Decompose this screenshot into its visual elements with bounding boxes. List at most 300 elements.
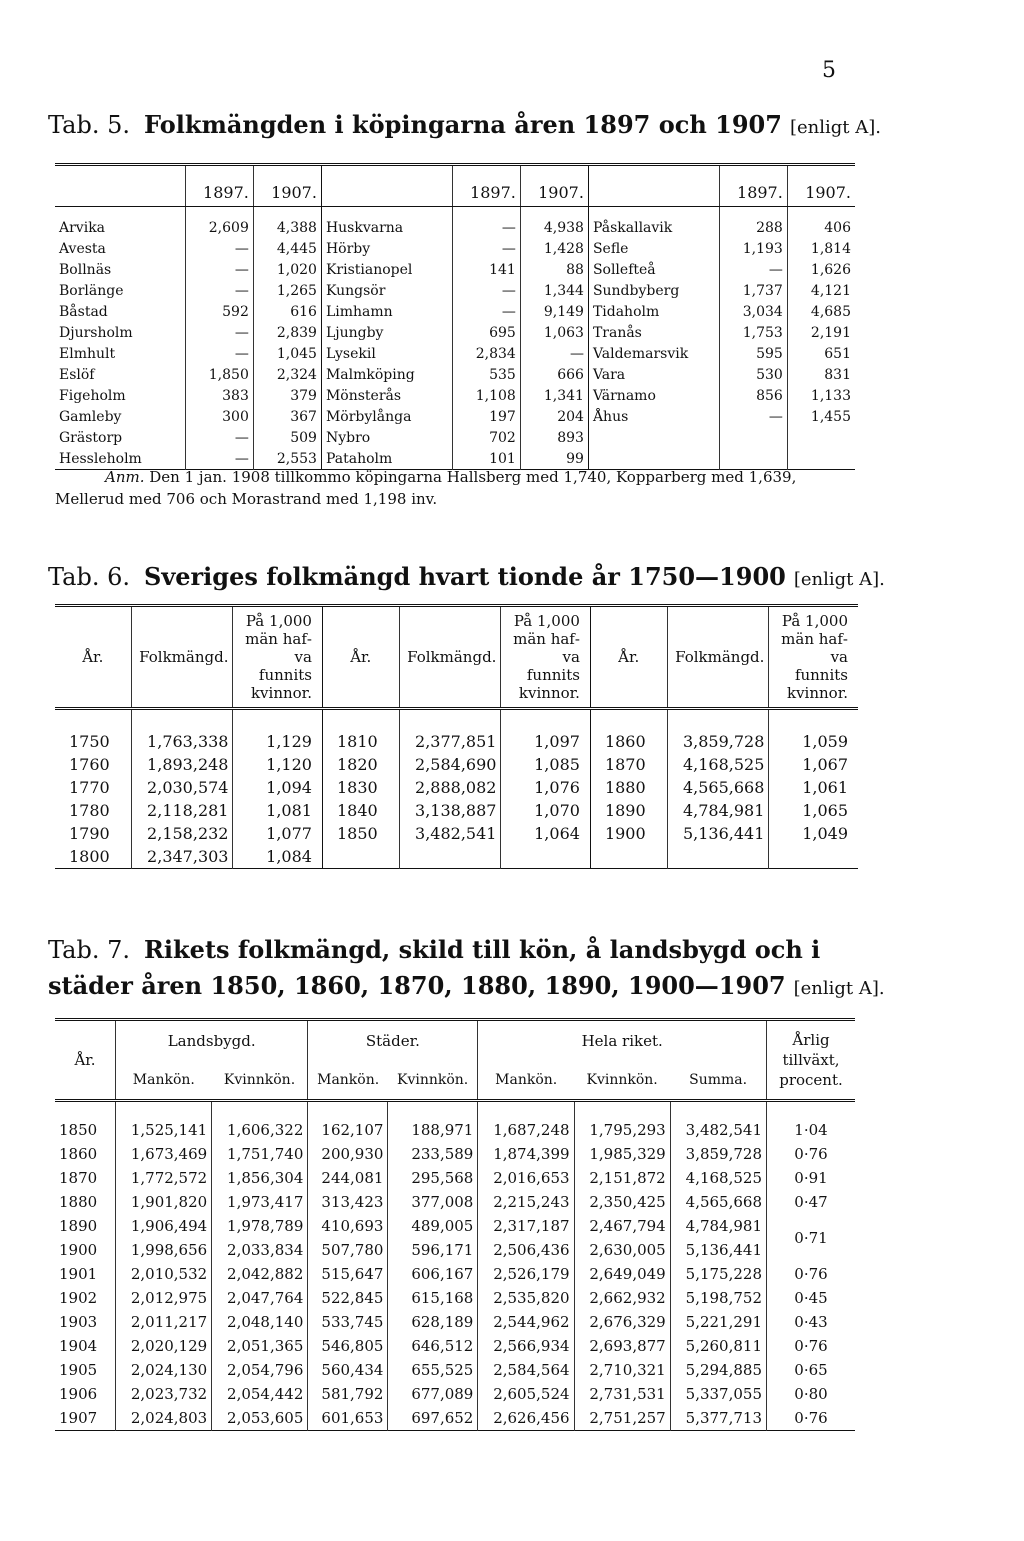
tab6-women-per-1000-men: 1,064 [501,822,590,845]
tab7-hela-summa: 3,859,728 [670,1142,766,1166]
tab5-row [55,280,855,301]
tab6-row [55,799,858,822]
tab5-title [48,110,881,139]
tab6-population: 2,584,690 [399,753,501,776]
tab6-population: 4,784,981 [667,799,769,822]
tab5-value-1897: 300 [185,406,253,427]
tab7-landsbygd-mankon: 1,998,656 [116,1238,212,1262]
tab5-place-name: Båstad [59,303,108,320]
tab5-place-name: Mönsterås [321,385,452,406]
tab7-landsbygd-kvinnkon: 1,978,789 [212,1214,308,1238]
tab7-annual-growth: 0·65 [767,1358,856,1382]
tab6-header-prop: På 1,000 män hafva funnits kvinnor. [769,606,858,709]
tab6-header-row [55,606,858,709]
tab6-population: 4,565,668 [667,776,769,799]
tab7-landsbygd-kvinnkon: 1,606,322 [212,1101,308,1143]
tab7-year: 1906 [59,1385,98,1403]
tab5-value-1897: — [452,238,520,259]
tab5-value-1897: — [185,343,253,364]
tab6-header-year: År. [322,606,399,709]
tab7-landsbygd-kvinnkon: 2,054,442 [212,1382,308,1406]
tab6-title [48,562,885,591]
tab6-row [55,753,858,776]
tab7-header-year: År. [55,1020,116,1101]
tab5-value-1907: 4,445 [253,238,321,259]
tab6-population [399,845,501,869]
tab7-landsbygd-mankon: 2,011,217 [116,1310,212,1334]
tab5-value-1897: 383 [185,385,253,406]
tab5-value-1907: 406 [787,207,855,239]
tab5-label: Tab. 5. [48,111,130,139]
tab7-header-row-1 [55,1020,855,1062]
tab5-place-name: Tidaholm [588,301,719,322]
tab6-population: 1,763,338 [131,709,233,754]
tab6-source: [enligt A]. [793,569,885,590]
tab7-stader-mankon: 581,792 [308,1382,388,1406]
tab7-hela-mankon: 2,535,820 [478,1286,574,1310]
tab7-table [55,1018,855,1431]
tab6-row [55,709,858,754]
tab6-year [590,845,667,869]
tab5-heading: Folkmängden i köpingarna åren 1897 och 1907 [143,110,782,139]
tab6-population: 4,168,525 [667,753,769,776]
tab5-place-name: Tranås [588,322,719,343]
tab6-row [55,776,858,799]
tab7-landsbygd-mankon: 1,901,820 [116,1190,212,1214]
tab7-row [55,1286,855,1310]
tab5-header-name [588,165,719,207]
tab6-heading: Sveriges folkmängd hvart tionde år 1750—1900 [143,562,786,591]
tab7-hela-summa: 4,784,981 [670,1214,766,1238]
tab5-value-1897: — [185,280,253,301]
tab7-row [55,1334,855,1358]
tab5-row [55,301,855,322]
tab6-year: 1900 [590,822,667,845]
tab6-population [667,845,769,869]
tab5-header-row [55,165,855,207]
tab5-value-1897: 856 [719,385,787,406]
tab7-hela-mankon: 2,506,436 [478,1238,574,1262]
tab6-population: 3,138,887 [399,799,501,822]
tab7-hela-kvinnkon: 2,693,877 [574,1334,670,1358]
tab7-stader-mankon: 560,434 [308,1358,388,1382]
tab5-value-1897: 592 [185,301,253,322]
tab7-year: 1907 [59,1409,98,1427]
tab6-women-per-1000-men: 1,065 [769,799,858,822]
tab7-row [55,1262,855,1286]
tab6-population: 2,377,851 [399,709,501,754]
tab7-stader-kvinnkon: 596,171 [388,1238,478,1262]
tab7-header-summa: Summa. [670,1061,766,1101]
tab7-stader-mankon: 244,081 [308,1166,388,1190]
tab7-header-growth: Årlig tillväxt, procent. [767,1020,856,1101]
tab5-place-name: Mörbylånga [321,406,452,427]
tab5-value-1897: 535 [452,364,520,385]
tab7-hela-mankon: 2,526,179 [478,1262,574,1286]
tab5-row [55,343,855,364]
tab7-stader-kvinnkon: 295,568 [388,1166,478,1190]
tab7-landsbygd-mankon: 2,024,130 [116,1358,212,1382]
tab5-value-1907: 9,149 [520,301,588,322]
tab7-hela-summa: 3,482,541 [670,1101,766,1143]
tab5-value-1907: 204 [520,406,588,427]
tab5-note-text: Den 1 jan. 1908 tillkommo köpingarna Hallsberg med 1,740, Kopparberg med 1,639, Mellerud med 706 och Morastrand med 1,198 inv. [55,468,797,508]
tab7-landsbygd-kvinnkon: 1,856,304 [212,1166,308,1190]
tab7-body [55,1101,855,1431]
tab7-hela-summa: 5,198,752 [670,1286,766,1310]
tab6-population: 2,888,082 [399,776,501,799]
tab5-value-1907: 1,265 [253,280,321,301]
tab5-place-name: Åhus [588,406,719,427]
tab7-header-kvinnkon: Kvinnkön. [212,1061,308,1101]
tab6-year: 1880 [590,776,667,799]
tab5-value-1897: — [719,406,787,427]
tab6-header-prop: På 1,000 män hafva funnits kvinnor. [501,606,590,709]
tab7-hela-kvinnkon: 2,662,932 [574,1286,670,1310]
tab7-hela-kvinnkon: 2,751,257 [574,1406,670,1431]
tab7-row [55,1382,855,1406]
tab5-place-name: Borlänge [59,282,124,299]
tab7-stader-mankon: 162,107 [308,1101,388,1143]
tab5-place-name: Nybro [321,427,452,448]
tab6-women-per-1000-men: 1,067 [769,753,858,776]
tab7-hela-summa: 4,565,668 [670,1190,766,1214]
tab7-year: 1905 [59,1361,98,1379]
tab7-stader-mankon: 533,745 [308,1310,388,1334]
tab7-annual-growth: 0·45 [767,1286,856,1310]
tab7-source: [enligt A]. [793,978,885,999]
tab7-year: 1900 [59,1241,98,1259]
tab6-women-per-1000-men: 1,061 [769,776,858,799]
tab5-value-1907: 1,814 [787,238,855,259]
tab7-stader-kvinnkon: 606,167 [388,1262,478,1286]
tab7-landsbygd-mankon: 1,525,141 [116,1101,212,1143]
tab6-population: 5,136,441 [667,822,769,845]
tab6-year: 1870 [590,753,667,776]
tab5-header-name [55,165,185,207]
tab6-header-year: År. [55,606,131,709]
tab7-year: 1904 [59,1337,98,1355]
tab7-stader-kvinnkon: 489,005 [388,1214,478,1238]
tab5-value-1897: 2,834 [452,343,520,364]
tab7-landsbygd-kvinnkon: 2,042,882 [212,1262,308,1286]
tab5-place-name: Påskallavik [588,207,719,239]
tab7-title [48,932,888,1007]
tab5-row [55,259,855,280]
tab6-header-pop: Folkmängd. [399,606,501,709]
tab5-value-1897 [719,427,787,448]
tab5-value-1897: — [185,427,253,448]
tab6-year: 1760 [69,755,110,774]
tab5-value-1897: — [452,207,520,239]
tab7-stader-kvinnkon: 697,652 [388,1406,478,1431]
tab7-hela-kvinnkon: 2,151,872 [574,1166,670,1190]
tab5-value-1897: — [185,238,253,259]
tab7-hela-mankon: 2,605,524 [478,1382,574,1406]
tab6-population: 1,893,248 [131,753,233,776]
tab6-population: 3,482,541 [399,822,501,845]
tab5-value-1897: — [452,301,520,322]
tab5-value-1907: 831 [787,364,855,385]
tab7-row [55,1101,855,1143]
tab5-place-name: Elmhult [59,345,116,362]
tab5-value-1907: 4,388 [253,207,321,239]
tab7-stader-kvinnkon: 628,189 [388,1310,478,1334]
tab5-place-name: Grästorp [59,429,123,446]
tab7-hela-summa: 5,377,713 [670,1406,766,1431]
tab7-annual-growth: 0·76 [767,1406,856,1431]
tab5-row [55,406,855,427]
tab5-place-name: Valdemarsvik [588,343,719,364]
tab5-value-1907: 2,324 [253,364,321,385]
tab7-stader-kvinnkon: 188,971 [388,1101,478,1143]
tab5-value-1907: 1,063 [520,322,588,343]
tab7-annual-growth: 0·76 [767,1262,856,1286]
tab6-year: 1830 [322,776,399,799]
tab6-table [55,604,858,869]
tab5-value-1907: 1,344 [520,280,588,301]
tab7-stader-kvinnkon: 233,589 [388,1142,478,1166]
tab7-stader-kvinnkon: 655,525 [388,1358,478,1382]
tab7-landsbygd-mankon: 1,772,572 [116,1166,212,1190]
tab7-hela-mankon: 1,687,248 [478,1101,574,1143]
tab7-annual-growth: 0·47 [767,1190,856,1214]
tab5-row [55,427,855,448]
tab5-value-1897: — [185,259,253,280]
tab5-value-1897: 702 [452,427,520,448]
tab5-value-1907: 367 [253,406,321,427]
tab5-place-name: Eslöf [59,366,95,383]
tab7-landsbygd-kvinnkon: 2,051,365 [212,1334,308,1358]
tab5-place-name: Lysekil [321,343,452,364]
tab5-value-1907: 1,626 [787,259,855,280]
tab5-place-name: Pataholm [321,448,452,470]
tab6-year: 1750 [69,732,110,751]
tab6-header-year: År. [590,606,667,709]
tab7-hela-summa: 5,260,811 [670,1334,766,1358]
tab6-population: 2,030,574 [131,776,233,799]
tab7-row [55,1142,855,1166]
tab5-note [55,466,855,510]
tab5-place-name: Malmköping [321,364,452,385]
tab7-hela-summa: 5,294,885 [670,1358,766,1382]
tab5-header-1897: 1897. [719,165,787,207]
tab7-header-mankon: Mankön. [478,1061,574,1101]
tab7-year: 1901 [59,1265,98,1283]
tab5-row [55,207,855,239]
tab7-year: 1870 [59,1169,98,1187]
tab6-women-per-1000-men: 1,120 [233,753,322,776]
tab5-place-name: Gamleby [59,408,122,425]
tab7-stader-mankon: 546,805 [308,1334,388,1358]
tab7-heading: Rikets folkmängd, skild till kön, å landsbygd och i städer åren 1850, 1860, 1870, 1880, 1890, 1900—1907 [48,935,821,1000]
tab5-value-1897: — [719,259,787,280]
tab5-table [55,163,855,470]
tab7-header-stader: Städer. [308,1020,478,1062]
tab7-row [55,1406,855,1431]
tab7-annual-growth: 0·76 [767,1142,856,1166]
tab5-value-1907: 1,455 [787,406,855,427]
tab7-annual-growth: 0·43 [767,1310,856,1334]
tab5-value-1907: 893 [520,427,588,448]
tab6-year: 1820 [322,753,399,776]
tab7-row [55,1190,855,1214]
tab5-place-name [588,427,719,448]
tab7-landsbygd-mankon: 2,023,732 [116,1382,212,1406]
tab5-header-1907: 1907. [787,165,855,207]
tab6-women-per-1000-men: 1,085 [501,753,590,776]
tab7-hela-summa: 5,337,055 [670,1382,766,1406]
tab7-annual-growth: 1·04 [767,1101,856,1143]
tab6-women-per-1000-men: 1,070 [501,799,590,822]
tab7-stader-kvinnkon: 677,089 [388,1382,478,1406]
tab6-women-per-1000-men: 1,077 [233,822,322,845]
tab5-header-1907: 1907. [253,165,321,207]
tab5-header-1907: 1907. [520,165,588,207]
tab7-year: 1903 [59,1313,98,1331]
tab7-stader-mankon: 515,647 [308,1262,388,1286]
tab7-hela-mankon: 2,016,653 [478,1166,574,1190]
tab7-stader-mankon: 313,423 [308,1190,388,1214]
tab6-women-per-1000-men: 1,129 [233,709,322,754]
tab5-value-1897: 1,193 [719,238,787,259]
tab5-place-name: Kungsör [321,280,452,301]
tab6-women-per-1000-men: 1,097 [501,709,590,754]
tab5-note-label: Anm. [105,468,145,486]
tab5-place-name: Djursholm [59,324,133,341]
tab7-year: 1860 [59,1145,98,1163]
tab7-row [55,1358,855,1382]
tab7-hela-mankon: 2,215,243 [478,1190,574,1214]
tab7-landsbygd-mankon: 2,020,129 [116,1334,212,1358]
tab5-row [55,238,855,259]
tab5-place-name: Värnamo [588,385,719,406]
tab7-hela-mankon: 2,626,456 [478,1406,574,1431]
tab7-hela-mankon: 1,874,399 [478,1142,574,1166]
tab5-place-name: Bollnäs [59,261,112,278]
tab5-value-1907: 1,341 [520,385,588,406]
tab7-hela-kvinnkon: 2,467,794 [574,1214,670,1238]
tab7-hela-kvinnkon: 2,630,005 [574,1238,670,1262]
tab5-place-name: Kristianopel [321,259,452,280]
tab5-place-name: Sundbyberg [588,280,719,301]
tab5-value-1907: 666 [520,364,588,385]
tab5-value-1897: 595 [719,343,787,364]
tab6-women-per-1000-men [501,845,590,869]
tab7-landsbygd-mankon: 1,673,469 [116,1142,212,1166]
tab5-value-1907: 1,020 [253,259,321,280]
tab5-value-1897: 1,850 [185,364,253,385]
tab7-hela-summa: 4,168,525 [670,1166,766,1190]
tab7-landsbygd-kvinnkon: 1,751,740 [212,1142,308,1166]
tab7-annual-growth: 0·80 [767,1382,856,1406]
tab6-women-per-1000-men: 1,094 [233,776,322,799]
tab5-value-1907: 99 [520,448,588,470]
tab5-value-1907: — [520,343,588,364]
tab6-women-per-1000-men: 1,076 [501,776,590,799]
tab6-row [55,845,858,869]
tab7-stader-mankon: 522,845 [308,1286,388,1310]
tab5-value-1907: 4,938 [520,207,588,239]
tab7-row [55,1238,855,1262]
tab7-label: Tab. 7. [48,936,130,964]
tab7-hela-kvinnkon: 1,795,293 [574,1101,670,1143]
tab5-value-1907: 2,839 [253,322,321,343]
tab7-landsbygd-mankon: 2,010,532 [116,1262,212,1286]
tab7-header-hela: Hela riket. [478,1020,767,1062]
page-number: 5 [822,58,836,83]
tab6-year: 1780 [69,801,110,820]
tab5-source: [enligt A]. [789,117,881,138]
tab6-women-per-1000-men: 1,084 [233,845,322,869]
tab6-year: 1810 [322,709,399,754]
tab5-place-name: Vara [588,364,719,385]
tab5-place-name: Arvika [59,219,106,236]
tab5-value-1897: 101 [452,448,520,470]
tab7-header-landsbygd: Landsbygd. [116,1020,308,1062]
tab7-row [55,1166,855,1190]
tab7-landsbygd-kvinnkon: 2,033,834 [212,1238,308,1262]
tab7-hela-mankon: 2,317,187 [478,1214,574,1238]
tab5-value-1907: 1,428 [520,238,588,259]
tab6-year: 1790 [69,824,110,843]
tab5-place-name: Sefle [588,238,719,259]
tab5-place-name: Hessleholm [59,450,142,467]
tab6-header-prop: På 1,000 män hafva funnits kvinnor. [233,606,322,709]
tab5-value-1897: 1,753 [719,322,787,343]
tab6-year [322,845,399,869]
tab6-year: 1860 [590,709,667,754]
tab7-hela-kvinnkon: 1,985,329 [574,1142,670,1166]
tab7-landsbygd-kvinnkon: 2,053,605 [212,1406,308,1431]
tab6-header-pop: Folkmängd. [667,606,769,709]
tab5-value-1907: 88 [520,259,588,280]
tab6-row [55,822,858,845]
tab5-row [55,364,855,385]
tab6-year: 1890 [590,799,667,822]
tab7-annual-growth: 0·91 [767,1166,856,1190]
tab6-women-per-1000-men: 1,059 [769,709,858,754]
tab5-value-1897: 1,108 [452,385,520,406]
tab7-year: 1880 [59,1193,98,1211]
tab6-population: 2,158,232 [131,822,233,845]
tab7-landsbygd-mankon: 2,024,803 [116,1406,212,1431]
tab6-women-per-1000-men [769,845,858,869]
tab7-hela-kvinnkon: 2,676,329 [574,1310,670,1334]
tab5-value-1907: 509 [253,427,321,448]
tab7-row [55,1214,855,1238]
tab7-hela-kvinnkon: 2,649,049 [574,1262,670,1286]
tab5-value-1897: 1,737 [719,280,787,301]
tab7-annual-growth: 0·76 [767,1334,856,1358]
tab5-place-name: Avesta [59,240,106,257]
tab7-header-mankon: Mankön. [116,1061,212,1101]
tab5-value-1907: 2,191 [787,322,855,343]
tab7-hela-mankon: 2,584,564 [478,1358,574,1382]
tab5-value-1897: — [452,280,520,301]
tab5-header-1897: 1897. [452,165,520,207]
tab5-value-1897: 530 [719,364,787,385]
tab6-label: Tab. 6. [48,563,130,591]
tab5-value-1897: 141 [452,259,520,280]
tab6-year: 1840 [322,799,399,822]
tab5-place-name: Limhamn [321,301,452,322]
tab5-value-1907: 651 [787,343,855,364]
tab5-place-name: Figeholm [59,387,126,404]
tab7-hela-summa: 5,175,228 [670,1262,766,1286]
tab5-value-1897: — [185,448,253,470]
tab5-value-1907 [787,427,855,448]
